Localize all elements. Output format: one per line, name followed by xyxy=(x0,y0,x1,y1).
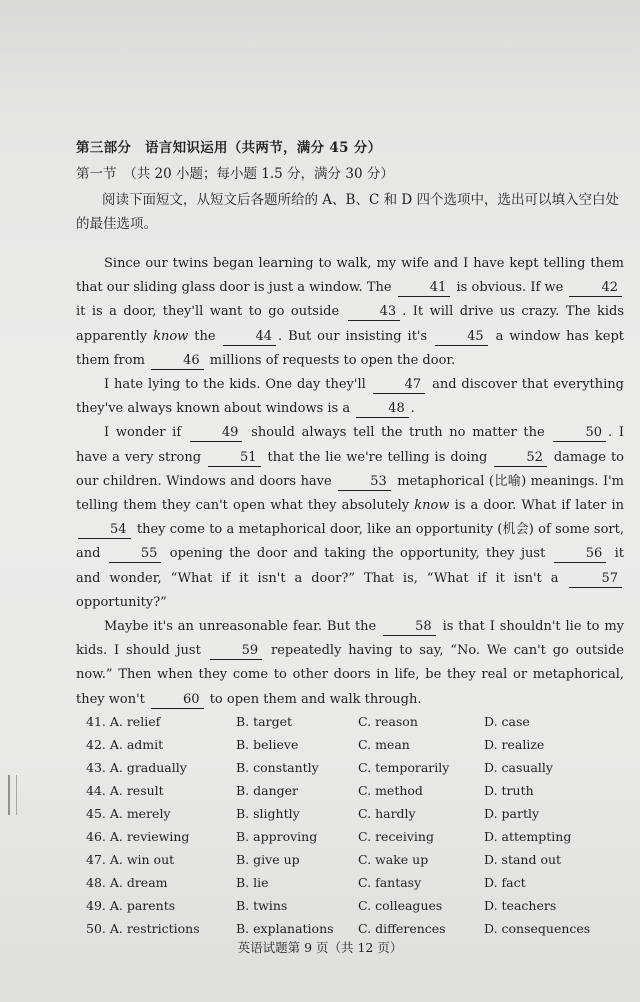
option-b: B. lie xyxy=(236,875,269,890)
option-row-47 xyxy=(86,848,606,871)
blank-50: 50 xyxy=(553,425,606,442)
option-row-49 xyxy=(86,894,606,917)
option-row-44 xyxy=(86,779,606,802)
option-row-46 xyxy=(86,825,606,848)
blank-52: 52 xyxy=(494,450,547,467)
option-d: D. consequences xyxy=(484,921,591,936)
blank-53: 53 xyxy=(338,474,391,491)
option-d: D. casually xyxy=(484,760,553,775)
italic-know: know xyxy=(414,498,450,514)
binding-mark xyxy=(8,775,17,815)
answer-options xyxy=(86,710,606,940)
paragraph-2: I hate lying to the kids. One day they'll 47 and discover that everything they've always known about windows is a 48 . xyxy=(76,377,625,417)
option-c: C. method xyxy=(358,783,423,798)
option-a: 47. A. win out xyxy=(86,852,175,867)
option-d: D. realize xyxy=(484,737,545,752)
blank-51: 51 xyxy=(208,450,261,467)
option-b: B. approving xyxy=(236,829,318,844)
option-d: D. truth xyxy=(484,783,534,798)
option-c: C. fantasy xyxy=(358,875,422,890)
blank-47: 47 xyxy=(373,377,426,394)
paragraph-1: Since our twins began learning to walk, my wife and I have kept telling them that our sliding glass door is just a window. The 41 is obvious. If we 42 it is a door, they'll want to go outside 43 . It will drive us crazy. The kids apparently know the 44 . But our insisting it's 45 a window has kept them from 46 millions of requests to open the door. xyxy=(76,256,624,368)
option-d: D. fact xyxy=(484,875,526,890)
instructions: 阅读下面短文，从短文后各题所给的 A、B、C 和 D 四个选项中，选出可以填入空白处的最佳选项。 xyxy=(76,192,619,232)
blank-57: 57 xyxy=(569,571,622,588)
blank-41: 41 xyxy=(398,280,451,297)
cloze-passage xyxy=(76,252,624,712)
paragraph-3: I wonder if 49 should always tell the truth no matter the 50 . I have a very strong 51 that the lie we're telling is doing 52 damage to our children. Windows and doors have 53 metaphorical (比喻) meanings. I'm telling them they can't open what they absolutely know is a door. What if later in 54 they come to a metaphorical door, like an opportunity (机会) of some sort, and 55 opening the door and taking the opportunity, they just 56 it and wonder, “What if it isn't a door?” That is, “What if it isn't a 57 opportunity?” xyxy=(76,425,625,610)
exam-content xyxy=(76,136,624,712)
option-c: C. hardly xyxy=(358,806,416,821)
option-c: C. mean xyxy=(358,737,410,752)
option-b: B. danger xyxy=(236,783,299,798)
option-row-50 xyxy=(86,917,606,940)
paragraph-4: Maybe it's an unreasonable fear. But the 58 is that I shouldn't lie to my kids. I should just 59 repeatedly having to say, “No. We can't go outside now.” Then when they come to other doors in life, be they real or metaphorical, they won't 60 to open them and walk through. xyxy=(76,619,624,707)
blank-59: 59 xyxy=(210,643,263,660)
blank-60: 60 xyxy=(151,692,204,709)
option-d: D. teachers xyxy=(484,898,557,913)
blank-42: 42 xyxy=(569,280,622,297)
blank-56: 56 xyxy=(554,546,607,563)
blank-43: 43 xyxy=(348,304,401,321)
option-b: B. believe xyxy=(236,737,299,752)
option-d: D. stand out xyxy=(484,852,562,867)
option-d: D. attempting xyxy=(484,829,572,844)
option-b: B. twins xyxy=(236,898,288,913)
section-heading: 第一节 （共 20 小题；每小题 1.5 分，满分 30 分） xyxy=(76,166,394,182)
option-d: D. partly xyxy=(484,806,540,821)
option-row-43 xyxy=(86,756,606,779)
italic-know: know xyxy=(153,328,189,344)
option-row-45 xyxy=(86,802,606,825)
option-c: C. differences xyxy=(358,921,446,936)
option-a: 45. A. merely xyxy=(86,806,171,821)
option-b: B. give up xyxy=(236,852,300,867)
blank-54: 54 xyxy=(78,522,131,539)
option-c: C. colleagues xyxy=(358,898,443,913)
blank-55: 55 xyxy=(109,546,162,563)
option-c: C. reason xyxy=(358,714,418,729)
option-a: 41. A. relief xyxy=(86,714,161,729)
part-heading: 第三部分 语言知识运用（共两节，满分 45 分） xyxy=(76,140,382,156)
option-a: 42. A. admit xyxy=(86,737,164,752)
option-a: 48. A. dream xyxy=(86,875,168,890)
blank-45: 45 xyxy=(435,329,488,346)
option-a: 44. A. result xyxy=(86,783,164,798)
option-row-48 xyxy=(86,871,606,894)
option-c: C. receiving xyxy=(358,829,434,844)
option-c: C. wake up xyxy=(358,852,429,867)
blank-48: 48 xyxy=(356,401,409,418)
blank-44: 44 xyxy=(223,329,276,346)
option-a: 50. A. restrictions xyxy=(86,921,200,936)
blank-46: 46 xyxy=(151,353,204,370)
option-b: B. explanations xyxy=(236,921,334,936)
blank-49: 49 xyxy=(190,425,243,442)
option-b: B. slightly xyxy=(236,806,300,821)
option-a: 46. A. reviewing xyxy=(86,829,190,844)
option-a: 43. A. gradually xyxy=(86,760,187,775)
option-d: D. case xyxy=(484,714,530,729)
option-row-42 xyxy=(86,733,606,756)
option-b: B. constantly xyxy=(236,760,319,775)
blank-58: 58 xyxy=(383,619,436,636)
option-row-41 xyxy=(86,710,606,733)
page-footer: 英语试题第 9 页（共 12 页） xyxy=(237,940,403,955)
option-b: B. target xyxy=(236,714,293,729)
option-a: 49. A. parents xyxy=(86,898,176,913)
option-c: C. temporarily xyxy=(358,760,450,775)
